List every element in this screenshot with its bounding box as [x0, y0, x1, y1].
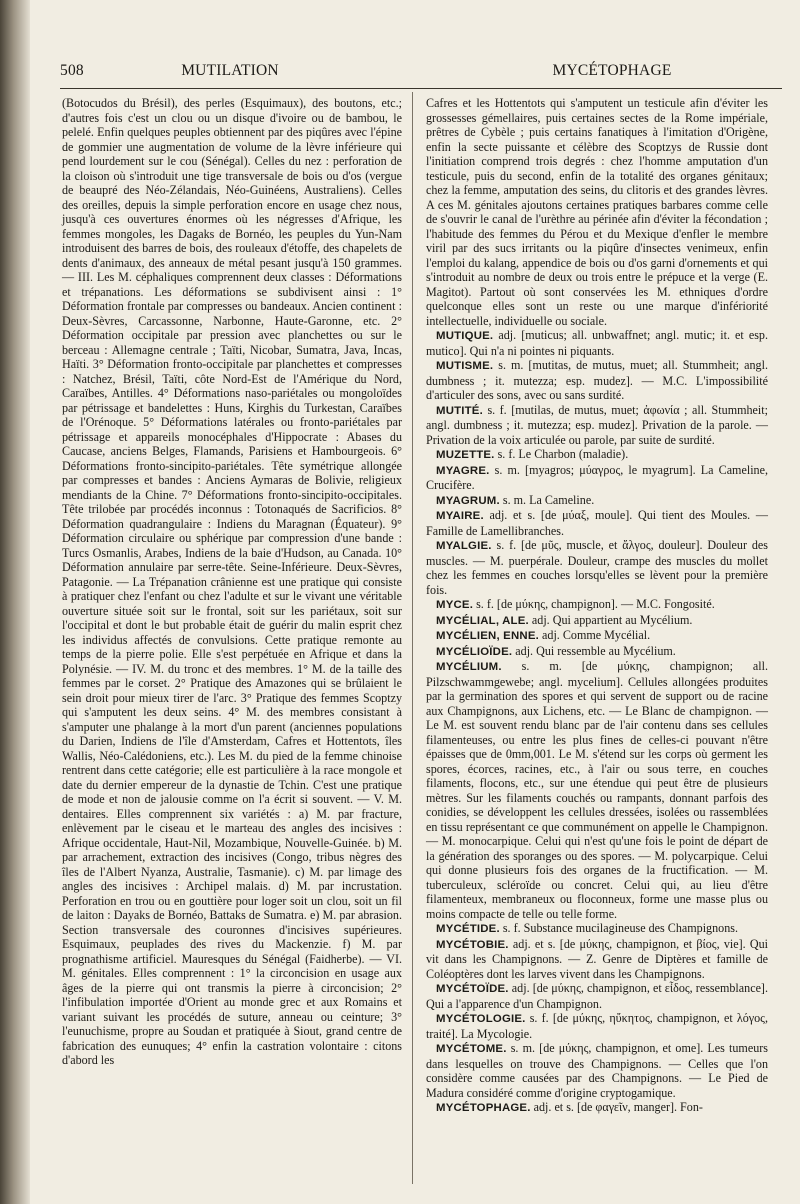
dictionary-entry	[426, 921, 768, 937]
entry-definition: s. f. [de μύκης, ηὔκητος, champignon, et λόγος, traité]. La Mycologie.	[426, 1011, 768, 1041]
entry-headword: MYCÉTOÏDE.	[436, 983, 509, 995]
header-rule	[60, 88, 782, 89]
entry-definition: adj. [muticus; all. unbwaffnet; angl. mutic; it. et esp. mutico]. Qui n'a ni pointes ni piquants.	[426, 328, 768, 358]
entry-definition: s. f. [de μῦς, muscle, et ἄλγος, douleur]. Douleur des muscles. — M. puerpérale. Douleur, crampe des muscles du mollet chez les femmes en couches lorsqu'elles se lèvent pour la première fois.	[426, 538, 768, 597]
entry-headword: MUTITÉ.	[436, 404, 483, 417]
right-column	[426, 96, 768, 1116]
entry-definition: s. f. Le Charbon (maladie).	[494, 447, 629, 461]
dictionary-entry	[426, 538, 768, 597]
entry-definition: adj. Comme Mycélial.	[539, 628, 651, 642]
dictionary-entry	[426, 613, 768, 629]
entry-headword: MYCÉTOME.	[436, 1043, 507, 1055]
entry-definition: s. m. [de μύκης, champignon, et ome]. Les tumeurs dans lesquelles on trouve des Champignons. — Celles que l'on considère comme causées par des Champignons. — Le Pied de Madura considéré comme d'origine cryptogamique.	[426, 1041, 768, 1100]
entry-definition: s. m. [mutitas, de mutus, muet; all. Stummheit; angl. dumbness ; it. mutezza; esp. mudez]. — M.C. L'impossibilité d'articuler des sons, avec ou sans surdité.	[426, 358, 768, 402]
page-number: 508	[60, 62, 84, 79]
left-column	[62, 96, 402, 1068]
entry-definition: s. m. [de μύκης, champignon; all. Pilzschwammgewebe; angl. mycelium]. Cellules allongées produites par la germination des spores et qui servent de support ou de racine aux Champignons, aux Lichens, etc. — Le Blanc de champignon. — Le M. est souvent rendu blanc par de l'air contenu dans ses cellules filamenteuses, ou entre les plus fines de celles-ci pouvant n'être épaisses que de 0mm,001. Le M. s'étend sur les corps où germent les spores, écorces, racines, etc., à l'air ou sous terre, en couches filaments, flocons, etc., sur une étendue qui peut être de plusieurs mètres. Sur les filaments couchés ou rampants, donnant parfois des conidies, se développent les cellules dressées, isolées ou rassemblées en tissu représentant ce que communément on appelle le Champignon. — M. monocarpique. Celui qui n'est qu'une fois le point de départ de la génération des sporanges ou des spores. — M. polycarpique. Celui qui donne plusieurs fois des organes de la fructification. — M. tuberculeux, scléroïde ou concret. Celui qui, au lieu d'être filamenteux, membraneux ou floconneux, forme une masse plus ou moins compacte de telle ou telle forme.	[426, 659, 768, 921]
dictionary-entry	[426, 597, 768, 613]
dictionary-entry	[426, 644, 768, 660]
entry-definition: adj. Qui ressemble au Mycélium.	[512, 643, 676, 658]
entry-headword: MYAGRUM.	[436, 494, 500, 507]
dictionary-entry	[426, 628, 768, 644]
entry-headword: MYCÉTOLOGIE.	[436, 1013, 526, 1025]
left-running-title: MUTILATION	[181, 62, 279, 79]
dictionary-entry	[426, 1100, 768, 1116]
entry-definition: s. m. La Cameline.	[499, 492, 595, 507]
dictionary-entry	[426, 403, 768, 448]
dictionary-entry	[426, 1041, 768, 1100]
entry-headword: MYCÉTIDE.	[436, 923, 500, 935]
dictionary-entry	[426, 447, 768, 463]
dictionary-entry	[426, 463, 768, 493]
right-column-intro: Cafres et les Hottentots qui s'amputent un testicule afin d'éviter les grossesses gémellaires, puis certaines sectes de la Rome impériale, prêtres de Cybèle ; puis certains fanatiques à l'imitation d'Origène, enfin la secte puissante et célèbre des Scoptzys de Russie dont l'initiation comprend trois degrés : chez l'homme amputation d'un testicule, puis du second, enfin de la totalité des organes génitaux; chez la femme, amputation des seins, du clitoris et des grandes lèvres. A ces M. génitales ajoutons certaines pratiques barbares comme celle de s'ouvrir le canal de l'urèthre au périnée afin d'éviter la fécondation ; l'habitude des femmes du Pérou et du Mexique d'enfler le membre viril par des sucs irritants ou la piqûre d'insectes venimeux, enfin l'emploi du kalang, appendice de bois ou d'os garni d'ornements et qui s'introduit au nombre de deux ou trois entre le prépuce et la verge (E. Magitot). Partout où sont conservées les M. ethniques d'ordre quelconque elles sont un reste ou une marque d'infériorité intellectuelle, individuelle ou sociale.	[426, 96, 768, 328]
entry-definition: s. m. [myagros; μύαγρος, le myagrum]. La Cameline, Crucifère.	[426, 462, 768, 492]
entry-headword: MYCÉLIUM.	[436, 661, 502, 673]
entry-headword: MYAGRE.	[436, 464, 490, 477]
dictionary-entries	[426, 328, 768, 1116]
entry-headword: MYCÉLIAL, ALE.	[436, 614, 529, 627]
dictionary-entry	[426, 937, 768, 982]
entry-definition: s. f. [mutilas, de mutus, muet; ἀφωνία ; all. Stummheit; angl. dumbness ; it. mutezza; esp. mudez]. Privation de la parole. — Privation de la voix articulée ou parole, par suite de surdité.	[426, 402, 768, 447]
dictionary-entry	[426, 328, 768, 358]
entry-definition: adj. et s. [de μύαξ, moule]. Qui tient des Moules. — Famille de Lamellibranches.	[426, 508, 768, 538]
entry-headword: MUTISME.	[436, 360, 494, 372]
entry-definition: adj. Qui appartient au Mycélium.	[528, 612, 693, 627]
entry-headword: MYCÉTOBIE.	[436, 938, 509, 951]
column-divider	[412, 92, 413, 1184]
dictionary-entry	[426, 981, 768, 1011]
entry-definition: adj. [de μύκης, champignon, et εἶδος, ressemblance]. Qui a l'apparence d'un Champignon.	[426, 981, 768, 1011]
entry-headword: MYCÉTOPHAGE.	[436, 1102, 531, 1114]
page-header	[60, 62, 782, 86]
left-column-text: (Botocudos du Brésil), des perles (Esquimaux), des boutons, etc.; d'autres fois c'est un clou ou un disque d'ivoire ou de bambou, le pelelé. Enfin quelques peuples obtiennent par des piqûres avec l'épine de gommier une augmentation de volume de la lèvre inférieure qui pend lourdement sur le cou (Sénégal). Celles du nez : perforation de la cloison où s'introduit une tige transversale de bois ou d'os (vergue de beaupré des Néo-Zélandais, Néo-Guinéens, Australiens). Celles des oreilles, depuis la simple perforation encore en usage chez nous, jusqu'à ces ouvertures énormes où les négresses d'Afrique, les femmes mongoles, les Dagaks de Bornéo, les peuples du Yun-Nam introduisent des barres de bois, des rouleaux d'étoffe, des chapelets de dents d'animaux, des anneaux de métal pesant jusqu'à 150 grammes. — III. Les M. céphaliques comprennent deux classes : Déformations et trépanations. Les déformations se subdivisent ainsi : 1° Déformation frontale par compresses ou bandeaux. Ancien continent : Deux-Sèvres, Carcassonne, Narbonne, Haute-Garonne, etc. 2° Déformation occipitale par pression avec planchettes ou sur le berceau : Allemagne centrale ; Taïti, Nicobar, Sumatra, Java, Incas, Haïti. 3° Déformation fronto-occipitale par planchettes et compresses : Natchez, Brésil, Taïti, côte Nord-Est de l'Amérique du Nord, Caraïbes, Antilles. 4° Déformations naso-pariétales ou mongoloïdes par pétrissage et bandelettes : Huns, Kirghis du Turkestan, Caraïbes de l'Orénoque. 5° Déformations latérales ou fronto-pariétales par pétrissage et appareils monocéphales d'Hippocrate : Abases du Caucase, anciens Belges, Flamands, Parisiens et Hambourgeois. 6° Déformations fronto-sincipito-pariétales. Tête symétrique allongée par compresses et bandes : Anciens Aymaras de Bolivie, religieux mendiants de la Chine. 7° Déformations fronto-sincipito-occipitales. Tête trilobée par procédés inconnus : Totonaqués de Sacrificios. 8° Déformation quadrangulaire : Indiens du Maragnan (Équateur). 9° Déformation circulaire ou sphérique par compression d'une bande : Turcs Osmanlis, Arabes, Indiens de la baie d'Hudson, au Canada. 10° Déformation annulaire par serre-tête. Seine-Inférieure. Deux-Sèvres, Patagonie. — La Trépanation crânienne est une pratique qui consiste à pratiquer chez l'enfant ou chez l'adulte et sur le vivant une véritable ouverture située soit sur le frontal, soit sur les pariétaux, soit sur l'occipital et dont le but probable était de guérir du malin esprit chez les individus affectés de convulsions. Cette pratique remonte au temps de la pierre polie. Elle s'est perpétuée en Afrique et dans la Polynésie. — IV. M. du tronc et des membres. 1° M. de la taille des femmes par le corset. 2° Pratique des Amazones qui se brûlaient le sein droit pour mieux tirer de l'arc. 3° Pratique des femmes Scoptzy qui s'amputent les deux seins. 4° M. des membres consistant à s'amputer une phalange à la mort d'un parent (anciennes populations du Darien, Indiens de l'île d'Amsterdam, Cafres et Hottentots, îles Wallis, Néo-Calédoniens, etc.). Les M. du pied de la femme chinoise rentrent dans cette catégorie; elle est particulière à la race mongole et date du dernier empereur de la dynastie de Tchin. C'est une pratique de mode et non de jalousie comme on l'a écrit si souvent. — V. M. dentaires. Elles comprennent six variétés : a) M. par fracture, enlèvement par le ciseau et le marteau des angles des incisives : Afrique occidentale, Haut-Nil, Mozambique, Nouvelle-Guinée. b) M. par arrachement, extraction des incisives (Congo, tribus nègres des îles de l'Albert Nyanza, Australie, Tasmanie). c) M. par limage des angles des incisives : Archipel malais. d) M. par incrustation. Perforation en trou ou en gouttière pour loger soit un clou, soit un fil de laiton : Dayaks de Bornéo, Battaks de Sumatra. e) M. par abrasion. Section transversale des couronnes d'incisives supérieures. Esquimaux, peuplades des rives du Mackenzie. f) M. par prognathisme artificiel. Mauresques du Sénégal (Faidherbe). — VI. M. génitales. Elles comprennent : 1° la circoncision en usage aux âges de la pierre qui ont transmis la pierre à circoncision; 2° l'infibulation importée d'Orient au monde grec et aux Romains et variant suivant les procédés de suture, anneau ou ceinture; 3° l'eunuchisme, propre au Soudan et pratiquée à Siout, grand centre de fabrication des eunuques; 4° enfin la castration volontaire : citons d'abord les	[62, 96, 402, 1067]
dictionary-entry	[426, 659, 768, 921]
entry-headword: MUTIQUE.	[436, 330, 494, 342]
book-gutter-shadow	[0, 0, 30, 1204]
entry-headword: MYAIRE.	[436, 510, 484, 522]
dictionary-entry	[426, 508, 768, 538]
dictionary-entry	[426, 1011, 768, 1041]
entry-headword: MUZETTE.	[436, 449, 495, 461]
entry-headword: MYCÉLIOÏDE.	[436, 645, 513, 658]
entry-definition: s. f. [de μύκης, champignon]. — M.C. Fongosité.	[473, 597, 715, 611]
entry-headword: MYALGIE.	[436, 540, 492, 552]
entry-definition: adj. et s. [de φαγεῖν, manger]. Fon-	[530, 1100, 703, 1114]
dictionary-entry	[426, 493, 768, 509]
entry-definition: s. f. Substance mucilagineuse des Champignons.	[499, 921, 738, 935]
dictionary-entry	[426, 358, 768, 403]
entry-headword: MYCE.	[436, 599, 474, 611]
right-running-title: MYCÉTOPHAGE	[552, 62, 672, 79]
entry-headword: MYCÉLIEN, ENNE.	[436, 630, 539, 642]
entry-definition: adj. et s. [de μύκης, champignon, et βίος, vie]. Qui vit dans les Champignons. — Z. Genre de Diptères et famille de Coléoptères dont les larves vivent dans les Champignons.	[426, 936, 768, 981]
